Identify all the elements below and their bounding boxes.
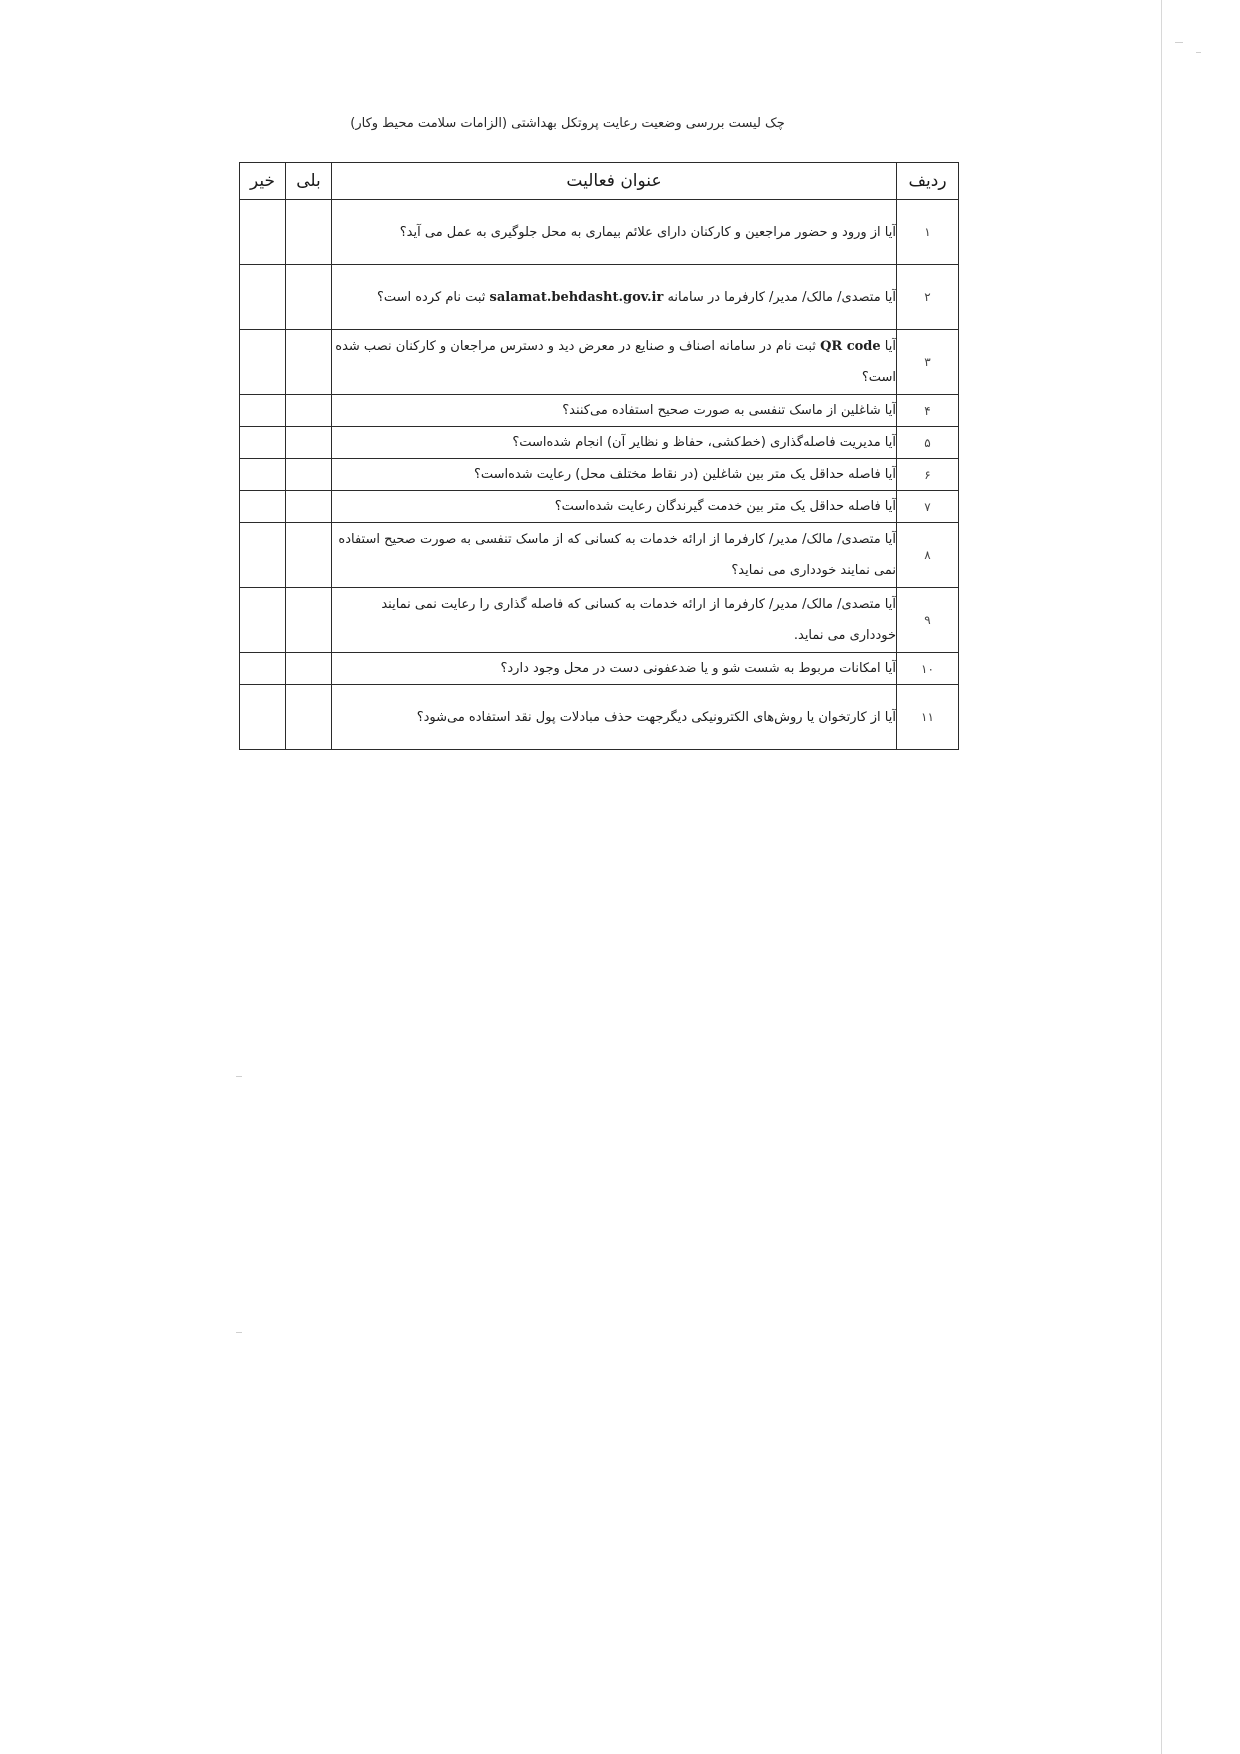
yes-cell[interactable] xyxy=(286,459,332,491)
activity-text: آیا از ورود و حضور مراجعین و کارکنان دارای علائم بیماری به محل جلوگیری به عمل می آید؟ xyxy=(332,200,897,265)
row-number: ۶ xyxy=(897,459,959,491)
yes-cell[interactable] xyxy=(286,523,332,588)
yes-cell[interactable] xyxy=(286,265,332,330)
yes-cell[interactable] xyxy=(286,588,332,653)
no-cell[interactable] xyxy=(240,685,286,750)
activity-text: آیا متصدی/ مالک/ مدیر/ کارفرما از ارائه خدمات به کسانی که از ماسک تنفسی به صورت صحیح استفاده نمی نمایند خودداری می نماید؟ xyxy=(332,523,897,588)
table-row xyxy=(240,330,959,395)
scan-speck xyxy=(1175,42,1183,43)
yes-cell[interactable] xyxy=(286,685,332,750)
activity-text: آیا فاصله حداقل یک متر بین خدمت گیرندگان رعایت شده‌است؟ xyxy=(332,491,897,523)
header-row-number: ردیف xyxy=(897,163,959,200)
activity-text-part: ثبت نام در سامانه اصناف و صنایع در معرض دید و دسترس مراجعان و کارکنان نصب شده است؟ xyxy=(335,339,896,385)
no-cell[interactable] xyxy=(240,200,286,265)
row-number: ۴ xyxy=(897,395,959,427)
no-cell[interactable] xyxy=(240,459,286,491)
row-number: ۱۰ xyxy=(897,653,959,685)
no-cell[interactable] xyxy=(240,330,286,395)
row-number: ۵ xyxy=(897,427,959,459)
header-activity-title: عنوان فعالیت xyxy=(332,163,897,200)
no-cell[interactable] xyxy=(240,588,286,653)
activity-text: آیا مدیریت فاصله‌گذاری (خط‌کشی، حفاظ و نظایر آن) انجام شده‌است؟ xyxy=(332,427,897,459)
table-row xyxy=(240,265,959,330)
row-number: ۱۱ xyxy=(897,685,959,750)
header-no: خیر xyxy=(240,163,286,200)
no-cell[interactable] xyxy=(240,491,286,523)
no-cell[interactable] xyxy=(240,523,286,588)
qr-code-term: QR code xyxy=(820,339,881,354)
website-address: salamat.behdasht.gov.ir xyxy=(489,289,664,305)
no-cell[interactable] xyxy=(240,427,286,459)
no-cell[interactable] xyxy=(240,265,286,330)
table-row xyxy=(240,200,959,265)
header-yes: بلی xyxy=(286,163,332,200)
row-number: ۲ xyxy=(897,265,959,330)
activity-text: آیا فاصله حداقل یک متر بین شاغلین (در نقاط مختلف محل) رعایت شده‌است؟ xyxy=(332,459,897,491)
table-row xyxy=(240,685,959,750)
yes-cell[interactable] xyxy=(286,653,332,685)
row-number: ۷ xyxy=(897,491,959,523)
scan-speck xyxy=(236,1332,242,1333)
scan-page-edge xyxy=(1161,0,1162,1754)
row-number: ۳ xyxy=(897,330,959,395)
activity-text-part: ثبت نام کرده است؟ xyxy=(376,289,490,305)
no-cell[interactable] xyxy=(240,395,286,427)
activity-text xyxy=(332,330,897,395)
table-row xyxy=(240,395,959,427)
activity-text: آیا شاغلین از ماسک تنفسی به صورت صحیح استفاده می‌کنند؟ xyxy=(332,395,897,427)
row-number: ۸ xyxy=(897,523,959,588)
table-row xyxy=(240,523,959,588)
row-number: ۱ xyxy=(897,200,959,265)
table-row xyxy=(240,427,959,459)
yes-cell[interactable] xyxy=(286,491,332,523)
no-cell[interactable] xyxy=(240,653,286,685)
table-row xyxy=(240,588,959,653)
table-row xyxy=(240,653,959,685)
scan-speck xyxy=(236,1076,242,1077)
table-row xyxy=(240,491,959,523)
yes-cell[interactable] xyxy=(286,330,332,395)
document-title: چک لیست بررسی وضعیت رعایت پروتکل بهداشتی (الزامات سلامت محیط وکار) xyxy=(350,116,785,131)
yes-cell[interactable] xyxy=(286,427,332,459)
activity-text-part: آیا xyxy=(880,339,896,354)
yes-cell[interactable] xyxy=(286,200,332,265)
activity-text-part: آیا متصدی/ مالک/ مدیر/ کارفرما در سامانه xyxy=(663,289,896,305)
yes-cell[interactable] xyxy=(286,395,332,427)
header-row xyxy=(240,163,959,200)
table-row xyxy=(240,459,959,491)
activity-text: آیا از کارتخوان یا روش‌های الکترونیکی دیگرجهت حذف مبادلات پول نقد استفاده می‌شود؟ xyxy=(332,685,897,750)
scan-speck xyxy=(1196,52,1201,53)
activity-text xyxy=(332,265,897,330)
checklist-table xyxy=(239,162,959,750)
activity-text: آیا امکانات مربوط به شست شو و یا ضدعفونی دست در محل وجود دارد؟ xyxy=(332,653,897,685)
row-number: ۹ xyxy=(897,588,959,653)
activity-text: آیا متصدی/ مالک/ مدیر/ کارفرما از ارائه خدمات به کسانی که فاصله گذاری را رعایت نمی نمایند خودداری می نماید. xyxy=(332,588,897,653)
